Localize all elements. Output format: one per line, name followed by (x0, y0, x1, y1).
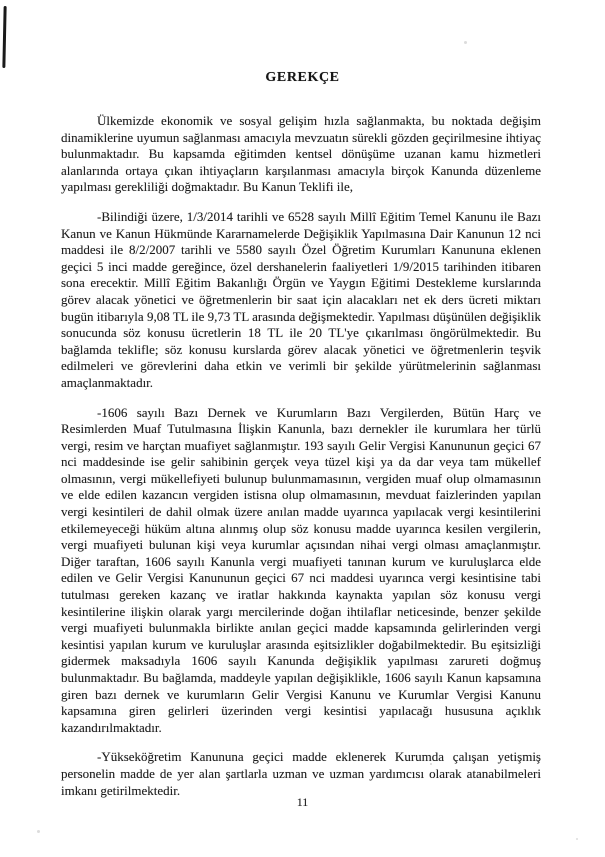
scan-speck (37, 830, 40, 833)
paragraph-intro: Ülkemizde ekonomik ve sosyal gelişim hızla sağlanmakta, bu noktada değişim dinamiklerine uyumun sağlanması amacıyla mevzuatın sürekli gözden geçirilmesine ihtiyaç bulunmaktadır. Bu kapsamda eğitimden kentsel dönüşüme uzanan kamu hizmetleri alanlarında ortaya çıkan ihtiyaçların karşılanması amacıyla birçok Kanunda düzenleme yapılması gerekliliği doğmaktadır. Bu Kanun Teklifi ile, (61, 113, 541, 195)
page-number: 11 (296, 795, 309, 809)
document-body (61, 113, 541, 799)
page-title: GEREKÇE (265, 70, 340, 85)
paragraph-egitim: -Bilindiği üzere, 1/3/2014 tarihli ve 6528 sayılı Millî Eğitim Temel Kanunu ile Bazı Kanun ve Kanun Hükmünde Kararnamelerde Değişiklik Yapılmasına Dair Kanunun 12 nci maddesi ile 8/2/2007 tarihli ve 5580 sayılı Özel Öğretim Kurumları Kanununa eklenen geçici 5 inci madde gereğince, özel dershanelerin faaliyetleri 1/9/2015 tarihinden itibaren sona erecektir. Millî Eğitim Bakanlığı Örgün ve Yaygın Eğitimi Destekleme kurslarında görev alacak yönetici ve öğretmenlerin bir saat için alacakları net ek ders ücreti miktarı bugün itibarıyla 9,08 TL ile 9,73 TL arasında değişmektedir. Yapılması düşünülen değişiklik sonucunda söz konusu ücretlerin 18 TL ile 20 TL'ye çıkarılması öngörülmektedir. Bu bağlamda teklifle; söz konusu kurslarda görev alacak yönetici ve öğretmenlerin teşvik edilmeleri ve görevlerini daha etkin ve verimli bir şekilde yürütmelerinin sağlanması amaçlanmaktadır. (61, 208, 541, 390)
scan-speck (464, 41, 467, 44)
paragraph-yuksekogretim: -Yükseköğretim Kanununa geçici madde eklenerek Kurumda çalışan yetişmiş personelin madde de yer alan şartlarla uzman ve uzman yardımcısı olarak atanabilmeleri imkanı getirilmektedir. (61, 749, 541, 798)
scan-speck (576, 838, 578, 840)
paragraph-vergi: -1606 sayılı Bazı Dernek ve Kurumların Bazı Vergilerden, Bütün Harç ve Resimlerden Muaf Tutulmasına İlişkin Kanunla, bazı dernekler ile kurumlara her türlü vergi, resim ve harçtan muafiyet sağlanmıştır. 193 sayılı Gelir Vergisi Kanununun geçici 67 nci maddesinde ise gelir sahibinin gerçek veya tüzel kişi ya da dar veya tam mükellef olmasının, vergi mükellefiyeti bulunup bulunmamasının, vergiden muaf olup olmamasının ve elde edilen kazancın vergiden istisna olup olmamasının, mevduat faizlerinden yapılan vergi kesintileri de dahil olmak üzere anılan madde uyarınca yapılacak vergi kesintilerini etkilemeyeceği hüküm altına alınmış olup söz konusu madde uyarınca kesilen vergilerin, vergi muafiyeti bulunan kişi veya kurumlar açısından nihai vergi olması amaçlanmıştır. Diğer taraftan, 1606 sayılı Kanunla vergi muafiyeti tanınan kurum ve kuruluşlarca elde edilen ve Gelir Vergisi Kanununun geçici 67 nci maddesi uyarınca vergi kesintisine tabi tutulması gereken kazanç ve iratlar hakkında kaynakta yapılan söz konusu vergi kesintilerine ilişkin olarak yargı mercilerinde doğan ihtilaflar neticesinde, benzer şekilde vergi muafiyeti bulunmakla birlikte anılan geçici madde kapsamında gelirlerinden vergi kesintisi yapılan kurum ve kuruluşlar arasında eşitsizlikler doğabilmektedir. Bu eşitsizliği gidermek maksadıyla 1606 sayılı Kanunda değişiklik yapılması zarureti doğmuş bulunmaktadır. Bu bağlamda, maddeyle yapılan değişiklikle, 1606 sayılı Kanun kapsamına giren bazı dernek ve kurumların Gelir Vergisi Kanunu ve Kurumlar Vergisi Kanunu kapsamına giren gelirleri üzerinden vergi kesintisi yapılacağı hususuna açıklık kazandırılmaktadır. (61, 404, 541, 735)
scan-speck (430, 763, 432, 765)
